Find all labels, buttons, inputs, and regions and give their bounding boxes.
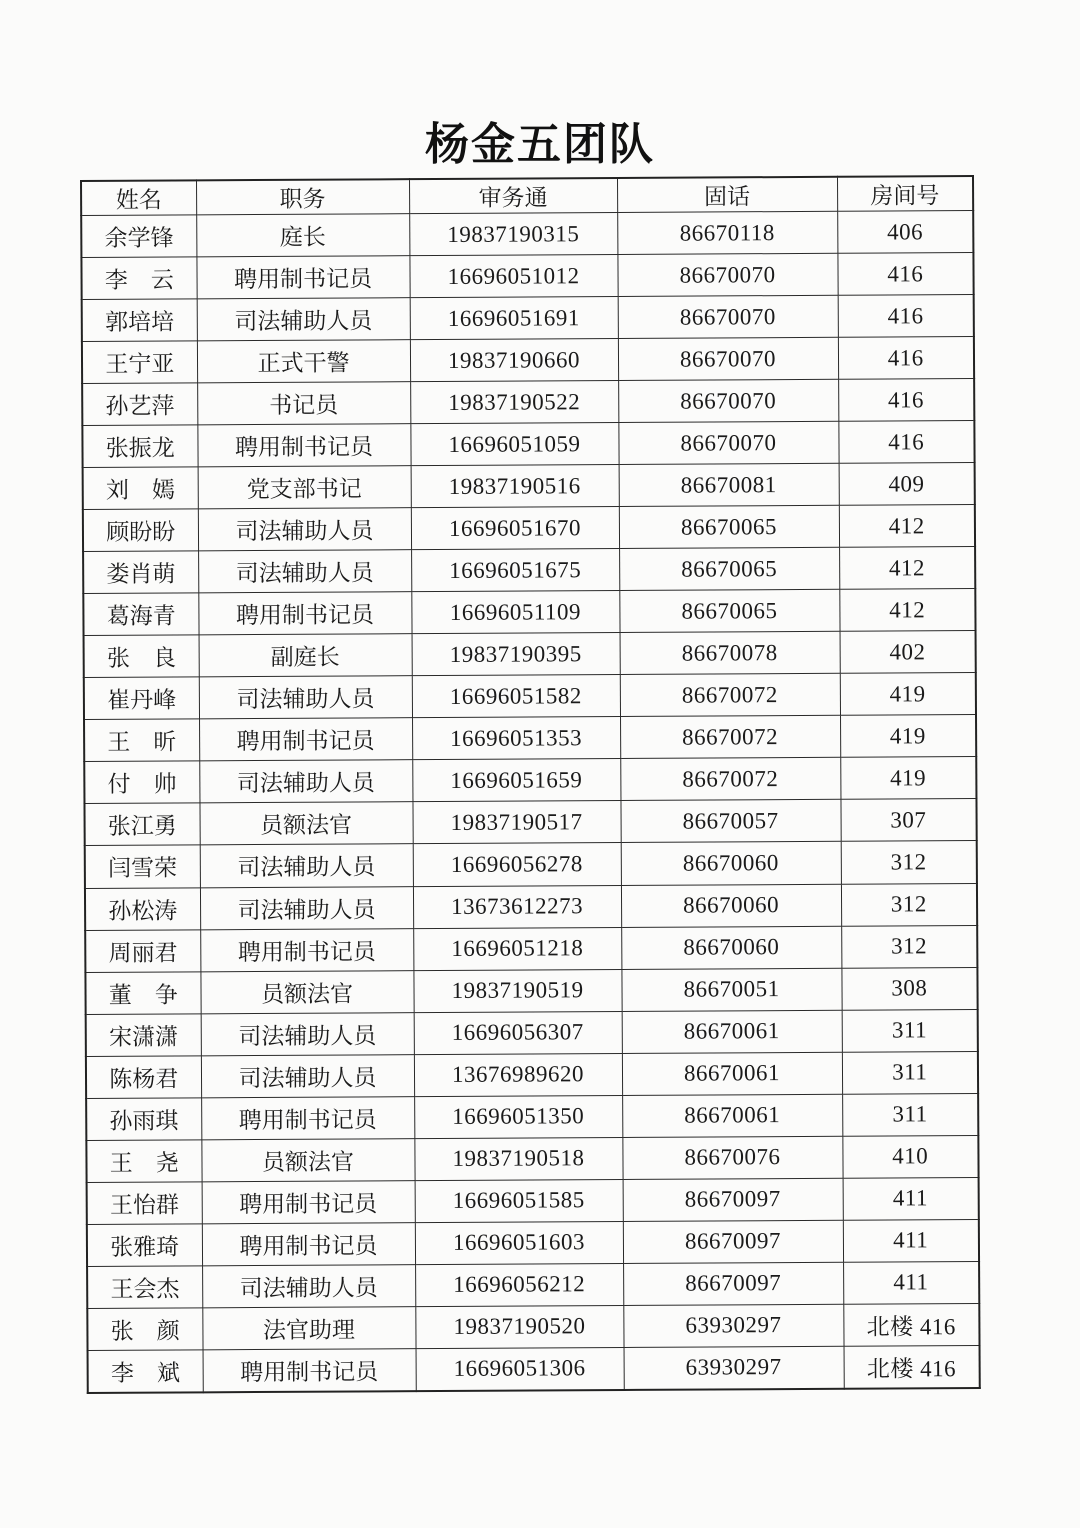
page-title: 杨金五团队 — [425, 119, 655, 170]
cell-landline: 86670065 — [619, 548, 839, 591]
cell-room: 北楼 416 — [843, 1303, 979, 1346]
cell-mobile: 16696051109 — [411, 591, 619, 634]
cell-name: 张江勇 — [84, 803, 199, 846]
cell-position: 司法辅助人员 — [199, 676, 412, 719]
cell-landline: 86670097 — [623, 1178, 843, 1221]
cell-name: 娄肖萌 — [83, 551, 198, 594]
table-row — [85, 841, 977, 888]
cell-name: 余学锋 — [81, 215, 196, 258]
cell-room: 412 — [839, 589, 975, 632]
cell-name: 张雅琦 — [87, 1224, 202, 1267]
table-row — [84, 631, 976, 678]
cell-mobile: 16696051582 — [412, 675, 620, 718]
table-row — [81, 253, 973, 300]
table-row — [85, 925, 977, 972]
cell-landline: 86670061 — [622, 1052, 842, 1095]
cell-room: 311 — [842, 1009, 978, 1052]
cell-name: 周丽君 — [85, 929, 200, 972]
cell-mobile: 16696051670 — [411, 507, 619, 550]
cell-name: 葛海青 — [83, 593, 198, 636]
cell-position: 司法辅助人员 — [199, 760, 412, 803]
cell-mobile: 16696051306 — [416, 1347, 624, 1391]
cell-position: 法官助理 — [202, 1306, 415, 1349]
cell-position: 员额法官 — [201, 1138, 414, 1181]
cell-position: 员额法官 — [200, 970, 413, 1013]
cell-room: 416 — [838, 421, 974, 464]
table-row — [87, 1261, 979, 1308]
cell-room: 307 — [840, 799, 976, 842]
table-row — [86, 1135, 978, 1182]
table-row — [88, 1345, 980, 1393]
header-mobile: 审务通 — [409, 178, 617, 214]
cell-room: 406 — [837, 211, 973, 254]
table-row — [83, 463, 975, 510]
cell-room: 419 — [840, 715, 976, 758]
cell-room: 311 — [842, 1093, 978, 1136]
cell-mobile: 19837190517 — [412, 801, 620, 844]
cell-landline: 86670065 — [619, 505, 839, 548]
cell-room: 412 — [839, 547, 975, 590]
cell-name: 顾盼盼 — [83, 509, 198, 552]
cell-name: 张振龙 — [82, 425, 197, 468]
table-row — [86, 1051, 978, 1098]
cell-mobile: 19837190395 — [412, 633, 620, 676]
table-row — [83, 547, 975, 594]
table-row — [85, 967, 977, 1014]
cell-room: 419 — [840, 757, 976, 800]
header-landline: 固话 — [617, 177, 837, 213]
cell-mobile: 16696051350 — [414, 1095, 622, 1138]
cell-room: 312 — [841, 883, 977, 926]
cell-position: 庭长 — [196, 214, 409, 257]
cell-landline: 86670070 — [618, 379, 838, 422]
cell-landline: 86670057 — [620, 800, 840, 843]
cell-position: 员额法官 — [199, 802, 412, 845]
cell-position: 副庭长 — [199, 634, 412, 677]
cell-position: 聘用制书记员 — [203, 1348, 416, 1392]
cell-name: 王 尧 — [86, 1140, 201, 1183]
cell-mobile: 13673612273 — [413, 885, 621, 928]
roster-table — [80, 175, 981, 1394]
cell-name: 李 云 — [81, 257, 196, 300]
cell-mobile: 16696051353 — [412, 717, 620, 760]
cell-room: 312 — [841, 925, 977, 968]
cell-room: 312 — [841, 841, 977, 884]
cell-mobile: 16696051659 — [412, 759, 620, 802]
cell-room: 416 — [837, 253, 973, 296]
table-row — [84, 673, 976, 720]
cell-room: 416 — [838, 337, 974, 380]
cell-room: 410 — [842, 1135, 978, 1178]
header-row — [81, 176, 973, 215]
cell-name: 孙松涛 — [85, 887, 200, 930]
cell-position: 聘用制书记员 — [197, 424, 410, 467]
cell-landline: 86670070 — [618, 421, 838, 464]
cell-mobile: 19837190516 — [411, 465, 619, 508]
cell-name: 刘 嫣 — [83, 467, 198, 510]
table-row — [87, 1219, 979, 1266]
cell-name: 郭培培 — [82, 299, 197, 342]
cell-landline: 86670078 — [620, 632, 840, 675]
cell-position: 司法辅助人员 — [200, 844, 413, 887]
cell-room: 311 — [842, 1051, 978, 1094]
cell-mobile: 19837190660 — [410, 339, 618, 382]
cell-landline: 86670081 — [619, 463, 839, 506]
table-row — [83, 589, 975, 636]
header-name: 姓名 — [81, 180, 196, 215]
cell-name: 王 昕 — [84, 719, 199, 762]
cell-position: 司法辅助人员 — [200, 886, 413, 929]
cell-landline: 86670070 — [618, 337, 838, 380]
cell-landline: 86670060 — [621, 842, 841, 885]
cell-position: 司法辅助人员 — [201, 1054, 414, 1097]
cell-room: 411 — [843, 1219, 979, 1262]
cell-landline: 86670097 — [623, 1262, 843, 1305]
cell-landline: 86670061 — [622, 1094, 842, 1137]
cell-landline: 86670070 — [617, 253, 837, 296]
cell-mobile: 16696051675 — [411, 549, 619, 592]
header-room: 房间号 — [837, 176, 973, 211]
table-row — [86, 1093, 978, 1140]
cell-position: 聘用制书记员 — [196, 256, 409, 299]
cell-landline: 86670070 — [618, 295, 838, 338]
cell-room: 412 — [839, 505, 975, 548]
cell-position: 聘用制书记员 — [201, 1096, 414, 1139]
cell-mobile: 19837190520 — [415, 1305, 623, 1348]
cell-position: 聘用制书记员 — [199, 718, 412, 761]
cell-mobile: 16696051603 — [415, 1221, 623, 1264]
cell-position: 司法辅助人员 — [201, 1012, 414, 1055]
table-row — [84, 757, 976, 804]
table-row — [85, 883, 977, 930]
cell-landline: 86670072 — [620, 674, 840, 717]
cell-position: 正式干警 — [197, 340, 410, 383]
cell-position: 聘用制书记员 — [202, 1222, 415, 1265]
cell-position: 聘用制书记员 — [202, 1180, 415, 1223]
cell-mobile: 19837190315 — [409, 213, 617, 256]
cell-mobile: 16696056212 — [415, 1263, 623, 1306]
cell-landline: 86670076 — [622, 1136, 842, 1179]
team-roster — [80, 175, 979, 1394]
table-row — [81, 211, 973, 258]
table-row — [87, 1177, 979, 1224]
roster-body — [81, 211, 980, 1393]
cell-position: 聘用制书记员 — [198, 592, 411, 635]
cell-position: 司法辅助人员 — [202, 1264, 415, 1307]
cell-landline: 86670097 — [623, 1220, 843, 1263]
table-row — [82, 337, 974, 384]
cell-room: 419 — [840, 673, 976, 716]
cell-name: 王怡群 — [87, 1182, 202, 1225]
cell-landline: 86670060 — [621, 884, 841, 927]
cell-position: 司法辅助人员 — [198, 508, 411, 551]
cell-room: 402 — [840, 631, 976, 674]
cell-name: 董 争 — [85, 971, 200, 1014]
cell-name: 孙艺萍 — [82, 383, 197, 426]
cell-room: 308 — [841, 967, 977, 1010]
cell-mobile: 16696051585 — [415, 1179, 623, 1222]
cell-mobile: 16696051059 — [410, 423, 618, 466]
cell-name: 宋潇潇 — [86, 1013, 201, 1056]
cell-name: 王会杰 — [87, 1266, 202, 1309]
cell-landline: 63930297 — [624, 1346, 844, 1390]
cell-landline: 86670065 — [619, 590, 839, 633]
cell-landline: 86670051 — [621, 968, 841, 1011]
cell-mobile: 16696056307 — [414, 1011, 622, 1054]
cell-room: 409 — [839, 463, 975, 506]
cell-mobile: 16696051218 — [413, 927, 621, 970]
cell-landline: 63930297 — [623, 1304, 843, 1347]
cell-room: 416 — [838, 379, 974, 422]
cell-mobile: 16696051691 — [410, 297, 618, 340]
cell-name: 付 帅 — [84, 761, 199, 804]
cell-landline: 86670072 — [620, 716, 840, 759]
cell-name: 闫雪荣 — [85, 845, 200, 888]
cell-name: 张 颜 — [87, 1308, 202, 1351]
cell-name: 张 良 — [84, 635, 199, 678]
cell-room: 411 — [843, 1261, 979, 1304]
cell-name: 孙雨琪 — [86, 1097, 201, 1140]
cell-position: 党支部书记 — [198, 466, 411, 509]
cell-landline: 86670118 — [617, 211, 837, 254]
cell-mobile: 13676989620 — [414, 1053, 622, 1096]
cell-mobile: 16696056278 — [413, 843, 621, 886]
cell-position: 司法辅助人员 — [197, 298, 410, 341]
cell-position: 书记员 — [197, 382, 410, 425]
table-row — [83, 505, 975, 552]
cell-mobile: 19837190519 — [413, 969, 621, 1012]
table-row — [82, 421, 974, 468]
cell-room: 411 — [843, 1177, 979, 1220]
cell-position: 聘用制书记员 — [200, 928, 413, 971]
cell-landline: 86670061 — [622, 1010, 842, 1053]
cell-mobile: 16696051012 — [409, 255, 617, 298]
cell-name: 王宁亚 — [82, 341, 197, 384]
table-row — [87, 1303, 979, 1350]
table-row — [86, 1009, 978, 1056]
cell-landline: 86670072 — [620, 758, 840, 801]
cell-landline: 86670060 — [621, 926, 841, 969]
cell-name: 崔丹峰 — [84, 677, 199, 720]
cell-mobile: 19837190518 — [414, 1137, 622, 1180]
cell-room: 北楼 416 — [844, 1345, 980, 1388]
cell-name: 陈杨君 — [86, 1055, 201, 1098]
table-row — [84, 715, 976, 762]
cell-mobile: 19837190522 — [410, 381, 618, 424]
table-row — [82, 379, 974, 426]
cell-name: 李 斌 — [88, 1350, 203, 1393]
table-row — [84, 799, 976, 846]
table-row — [82, 295, 974, 342]
header-position: 职务 — [196, 179, 409, 215]
cell-room: 416 — [838, 295, 974, 338]
cell-position: 司法辅助人员 — [198, 550, 411, 593]
